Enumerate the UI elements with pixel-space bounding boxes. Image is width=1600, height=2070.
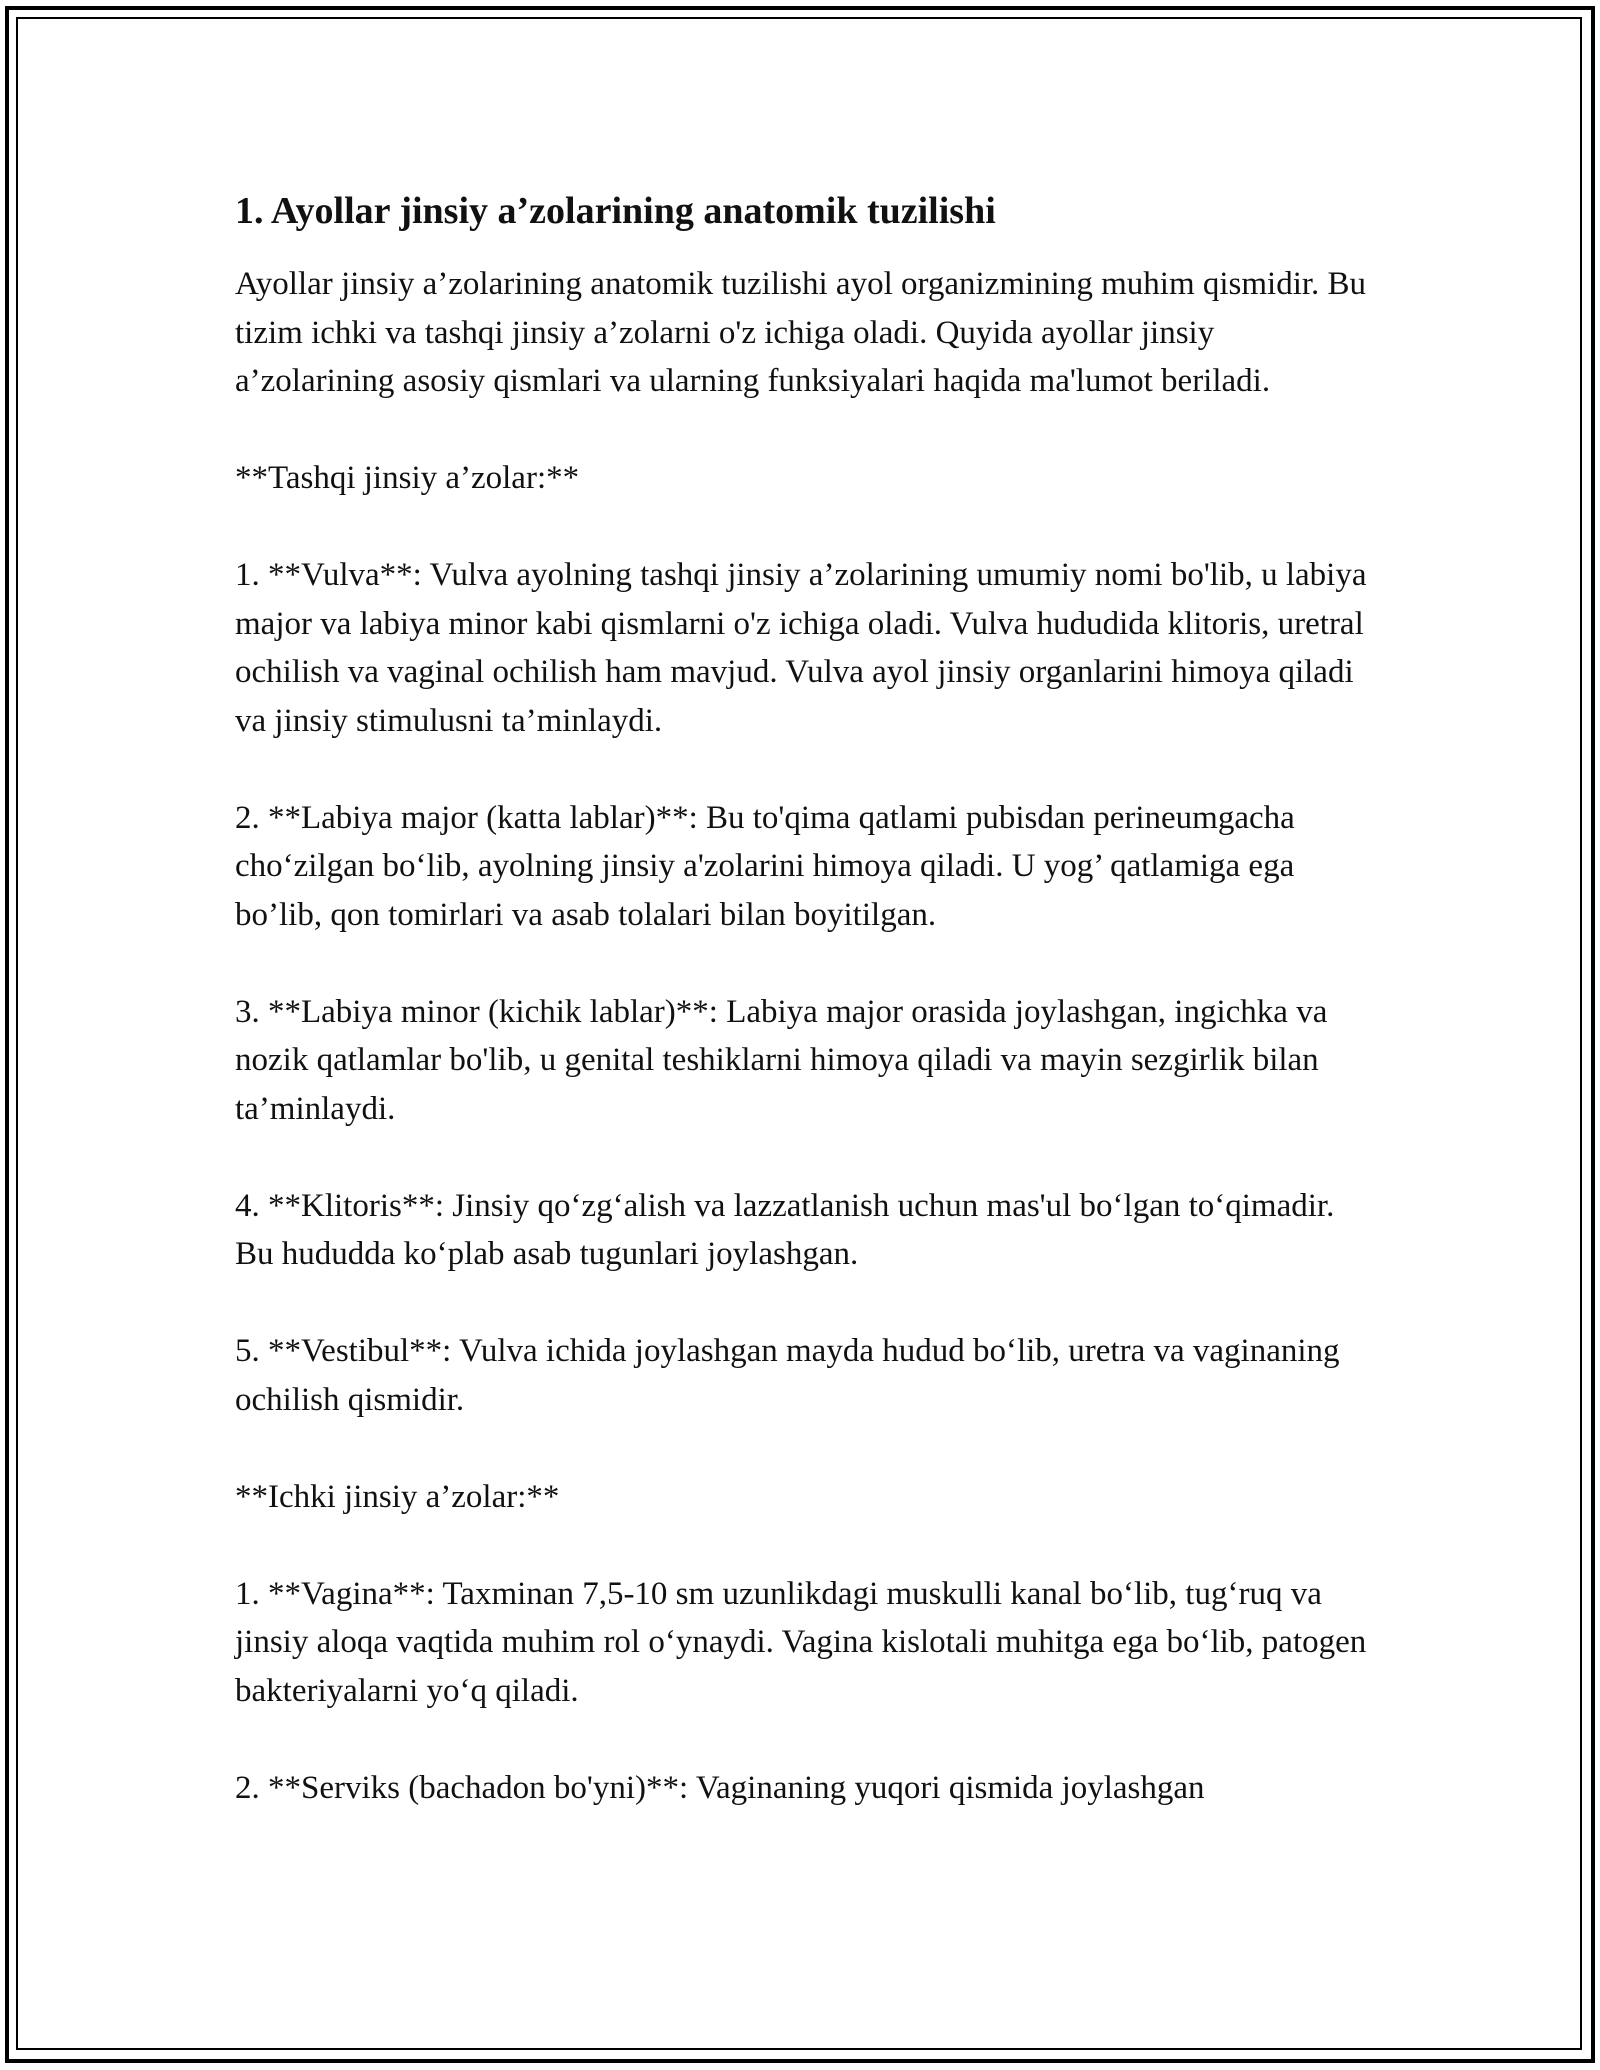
- list-item-vagina: 1. **Vagina**: Taxminan 7,5-10 sm uzunlikdagi muskulli kanal bo‘lib, tug‘ruq va jinsiy aloqa vaqtida muhim rol o‘ynaydi. Vagina kislotali muhitga ega bo‘lib, patogen bakteriyalarni yo‘q qiladi.: [235, 1575, 1367, 1709]
- list-item-serviks: 2. **Serviks (bachadon bo'yni)**: Vaginaning yuqori qismida joylashgan: [235, 1769, 1205, 1806]
- section-heading-external: **Tashqi jinsiy a’zolar:**: [235, 460, 580, 496]
- document-body: [235, 186, 1370, 1861]
- list-item-vestibul: 5. **Vestibul**: Vulva ichida joylashgan mayda hudud bo‘lib, uretra va vaginaning ochilish qismidir.: [235, 1333, 1340, 1418]
- paragraph-intro: Ayollar jinsiy a’zolarining anatomik tuzilishi ayol organizmining muhim qismidir. Bu tizim ichki va tashqi jinsiy a’zolarni o'z ichiga oladi. Quyida ayollar jinsiy a’zolarining asosiy qismlari va ularning funksiyalari haqida ma'lumot beriladi.: [235, 266, 1367, 399]
- list-item-vulva: 1. **Vulva**: Vulva ayolning tashqi jinsiy a’zolarining umumiy nomi bo'lib, u labiya major va labiya minor kabi qismlarni o'z ichiga oladi. Vulva hududida klitoris, uretral ochilish va vaginal ochilish ham mavjud. Vulva ayol jinsiy organlarini himoya qiladi va jinsiy stimulusni ta’minlaydi.: [235, 557, 1367, 739]
- list-item-labiya-minor: 3. **Labiya minor (kichik lablar)**: Labiya major orasida joylashgan, ingichka va nozik qatlamlar bo'lib, u genital teshiklarni himoya qiladi va mayin sezgirlik bilan ta’minlaydi.: [235, 993, 1328, 1127]
- document-title: 1. Ayollar jinsiy a’zolarining anatomik tuzilishi: [235, 190, 996, 232]
- list-item-labiya-major: 2. **Labiya major (katta lablar)**: Bu to'qima qatlami pubisdan perineumgacha cho‘zilgan bo‘lib, ayolning jinsiy a'zolarini himoya qiladi. U yog’ qatlamiga ega bo’lib, qon tomirlari va asab tolalari bilan boyitilgan.: [235, 799, 1295, 933]
- section-heading-internal: **Ichki jinsiy a’zolar:**: [235, 1478, 560, 1515]
- list-item-klitoris: 4. **Klitoris**: Jinsiy qo‘zg‘alish va lazzatlanish uchun mas'ul bo‘lgan to‘qimadir. Bu hududda ko‘plab asab tugunlari joylashgan.: [235, 1187, 1335, 1272]
